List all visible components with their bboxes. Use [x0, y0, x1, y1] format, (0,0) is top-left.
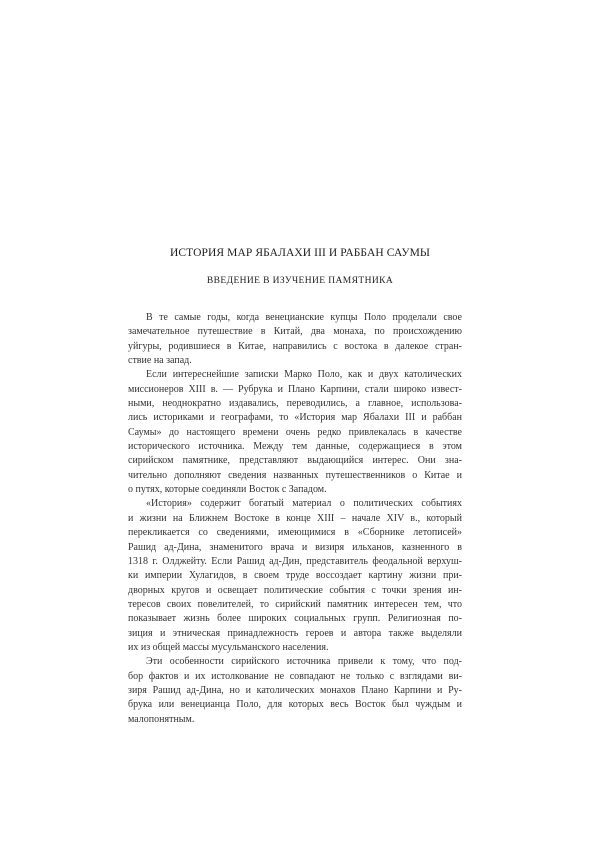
text-line: «История» содержит богатый материал о политических событиях [146, 498, 462, 510]
text-line: малопонятным. [128, 713, 195, 725]
text-line: дворных кругов и освещает политические события с точки зрения ин- [128, 584, 462, 596]
text-line: перекликается со сведениями, имеющимися в «Сборнике летописей» [128, 527, 462, 539]
text-line: показывает жизнь более широких социальных групп. Религиозная по- [128, 613, 462, 625]
text-line: уйгуры, родившиеся в Китае, направились с востока в далекое стран- [128, 340, 462, 352]
text-line: миссионеров XIII в. — Рубрука и Плано Карпини, стали широко извест- [128, 383, 462, 395]
text-line: Саумы» до настоящего времени очень редко привлекалась в качестве [128, 426, 462, 438]
text-line: бор фактов и их истолкование не совпадают не только с взглядами ви- [128, 670, 462, 682]
paragraph [128, 497, 462, 655]
text-line: Эти особенности сирийского источника привели к тому, что под- [146, 656, 462, 668]
text-line: сирийском памятнике, представляют выдающийся интерес. Они зна- [128, 455, 462, 467]
paragraph [128, 368, 462, 497]
text-line: зиция и этническая принадлежность героев и автора также выделяли [128, 627, 462, 639]
text-line: замечательное путешествие в Китай, два монаха, по происхождению [128, 326, 462, 338]
text-line: ки империи Хулагидов, в своем труде воссоздает картину жизни при- [128, 570, 462, 582]
text-line: о путях, которые соединяли Восток с Западом. [128, 484, 327, 496]
paragraph [128, 311, 462, 368]
text-line: ными, неоднократно издавались, переводились, а главное, использова- [128, 398, 462, 410]
text-line: брука или венецианца Поло, для которых весь Восток был чуждым и [128, 699, 462, 711]
text-line: исторического источника. Между тем данные, содержащиеся в этом [128, 441, 462, 453]
text-line: тересов своих повелителей, то сирийский памятник интересен тем, что [128, 598, 462, 610]
section-heading: ВВЕДЕНИЕ В ИЗУЧЕНИЕ ПАМЯТНИКА [206, 276, 394, 286]
paragraph [128, 655, 462, 727]
text-line: и жизни на Ближнем Востоке в конце XIII – начале XIV в., который [128, 512, 462, 524]
text-line: лись историками и географами, то «История мар Ябалахи III и раббан [128, 412, 462, 424]
text-line: их из общей массы мусульманского населения. [128, 641, 329, 653]
document-title: ИСТОРИЯ МАР ЯБАЛАХИ III И РАББАН САУМЫ [169, 247, 431, 259]
text-line: В те самые годы, когда венецианские купцы Поло проделали свое [146, 312, 462, 323]
text-line: ствие на запад. [128, 355, 192, 367]
text-line: Рашид ад-Дина, знаменитого врача и визиря ильханов, казненного в [128, 541, 462, 553]
text-line: Если интереснейшие записки Марко Поло, как и двух католических [146, 369, 462, 381]
text-line: 1318 г. Олджейту. Если Рашид ад-Дин, представитель феодальной верхуш- [128, 555, 462, 567]
text-line: чительно дополняют сведения названных путешественников о Китае и [128, 469, 462, 481]
text-line: зиря Рашид ад-Дина, но и католических монахов Плано Карпини и Ру- [128, 684, 462, 696]
body-text [128, 311, 462, 727]
